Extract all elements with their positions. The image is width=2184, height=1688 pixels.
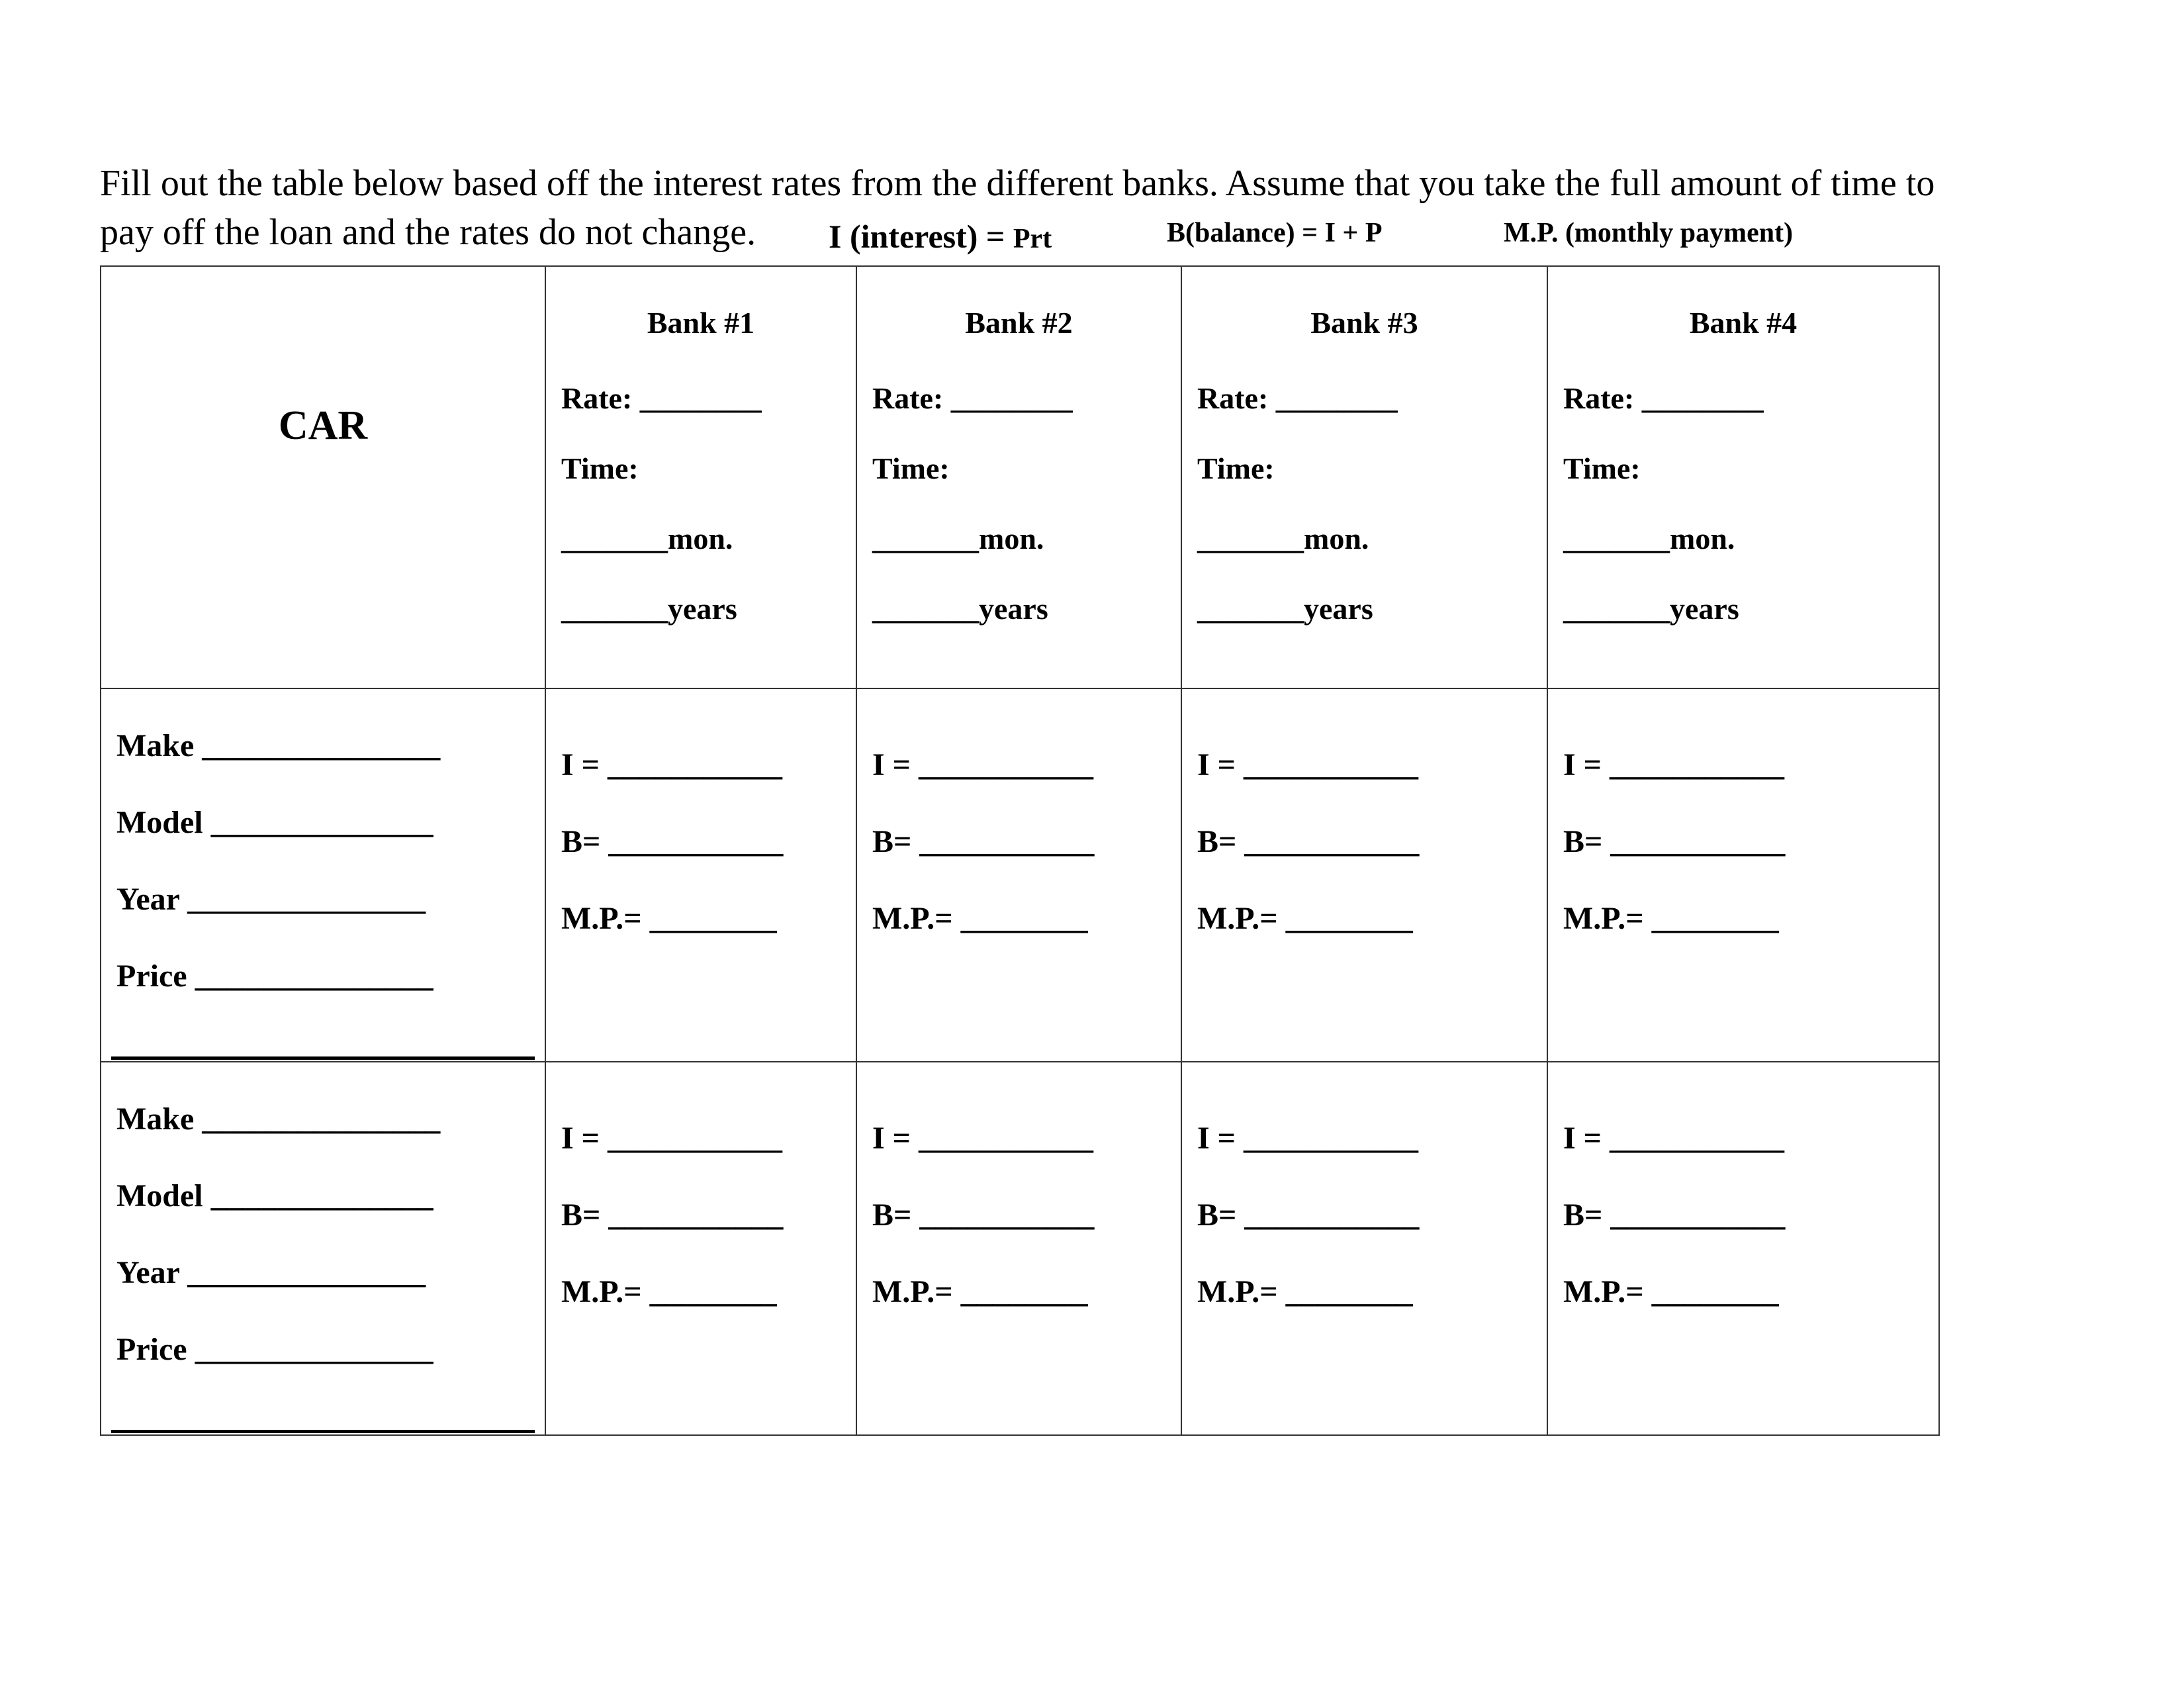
car-2-bank-1-cell [545,1062,856,1435]
car-1-bank-4-cell [1547,688,1939,1062]
bank-3-time-label: Time: [1197,451,1275,485]
car-2-model[interactable]: Model ______________ [116,1178,433,1213]
car-1-bank-3-balance[interactable]: B= ___________ [1197,824,1420,859]
car-1-details [101,688,545,1062]
car-1-bank-1-cell [545,688,856,1062]
car-2-bank-1-monthly[interactable]: M.P.= ________ [561,1274,777,1309]
car-1-price[interactable]: Price _______________ [116,959,433,994]
bank-3-months[interactable]: _______mon. [1197,522,1369,555]
loan-table [100,265,1940,1436]
bank-2-time-label: Time: [872,451,950,485]
bank-1-name: Bank #1 [647,306,755,340]
car-2-price[interactable]: Price _______________ [116,1332,433,1367]
car-2-make[interactable]: Make _______________ [116,1102,441,1137]
car-1-bank-3-monthly[interactable]: M.P.= ________ [1197,901,1413,936]
car-1-model[interactable]: Model ______________ [116,805,433,840]
bank-4-header [1547,266,1939,688]
car-1-bank-4-balance[interactable]: B= ___________ [1563,824,1786,859]
instructions-line-1: Fill out the table below based off the interest rates from the different banks. Assume that you take the full amount of time to [100,163,1935,204]
car-2-bank-3-balance[interactable]: B= ___________ [1197,1197,1420,1233]
bank-4-time-label: Time: [1563,451,1641,485]
car-1-bank-1-balance[interactable]: B= ___________ [561,824,784,859]
car-row-2 [101,1062,1939,1435]
car-1-bank-2-balance[interactable]: B= ___________ [872,824,1095,859]
bank-2-months[interactable]: _______mon. [872,522,1044,555]
car-2-bank-2-cell [856,1062,1181,1435]
car-2-year[interactable]: Year _______________ [116,1255,426,1290]
car-1-bank-4-interest[interactable]: I = ___________ [1563,747,1785,782]
bank-2-header [856,266,1181,688]
car-2-details [101,1062,545,1435]
car-1-bank-3-interest[interactable]: I = ___________ [1197,747,1419,782]
instructions-line-2: pay off the loan and the rates do not change. [100,212,756,253]
bank-1-months[interactable]: _______mon. [561,522,733,555]
balance-formula: B(balance) = I + P [1167,218,1383,248]
bank-4-years[interactable]: _______years [1563,592,1739,626]
bank-2-years[interactable]: _______years [872,592,1048,626]
car-2-bank-2-interest[interactable]: I = ___________ [872,1121,1094,1156]
interest-formula-label: I (interest) = [829,218,1013,255]
bank-3-years[interactable]: _______years [1197,592,1373,626]
bank-1-rate[interactable]: Rate: ________ [561,381,762,415]
header-row [101,266,1939,688]
bank-3-name: Bank #3 [1310,306,1418,340]
bank-4-rate[interactable]: Rate: ________ [1563,381,1764,415]
car-1-bank-4-monthly[interactable]: M.P.= ________ [1563,901,1779,936]
car-2-bank-3-monthly[interactable]: M.P.= ________ [1197,1274,1413,1309]
bank-1-years[interactable]: _______years [561,592,737,626]
bank-2-name: Bank #2 [965,306,1073,340]
car-2-bank-4-cell [1547,1062,1939,1435]
interest-formula-expr: Prt [1013,224,1052,254]
car-2-bank-4-interest[interactable]: I = ___________ [1563,1121,1785,1156]
car-2-bank-2-monthly[interactable]: M.P.= ________ [872,1274,1088,1309]
car-1-make[interactable]: Make _______________ [116,728,441,763]
bank-1-header [545,266,856,688]
bank-3-rate[interactable]: Rate: ________ [1197,381,1398,415]
car-header-cell [101,266,545,688]
car-2-bank-3-cell [1181,1062,1547,1435]
bank-3-header [1181,266,1547,688]
car-2-bank-4-monthly[interactable]: M.P.= ________ [1563,1274,1779,1309]
car-2-bank-1-balance[interactable]: B= ___________ [561,1197,784,1233]
car-1-bank-1-monthly[interactable]: M.P.= ________ [561,901,777,936]
monthly-payment-formula: M.P. (monthly payment) [1504,218,1794,248]
bank-4-months[interactable]: _______mon. [1563,522,1735,555]
interest-formula [829,217,1052,256]
car-2-bank-4-balance[interactable]: B= ___________ [1563,1197,1786,1233]
car-1-bank-1-interest[interactable]: I = ___________ [561,747,783,782]
bank-4-name: Bank #4 [1689,306,1797,340]
car-2-bank-1-interest[interactable]: I = ___________ [561,1121,783,1156]
bank-2-rate[interactable]: Rate: ________ [872,381,1073,415]
car-1-bank-2-cell [856,688,1181,1062]
car-1-year[interactable]: Year _______________ [116,882,426,917]
bank-1-time-label: Time: [561,451,639,485]
car-1-bank-2-monthly[interactable]: M.P.= ________ [872,901,1088,936]
car-2-bank-2-balance[interactable]: B= ___________ [872,1197,1095,1233]
car-2-bank-3-interest[interactable]: I = ___________ [1197,1121,1419,1156]
car-row-1 [101,688,1939,1062]
car-header-label: CAR [278,403,368,448]
car-2-divider [111,1430,535,1433]
car-1-bank-2-interest[interactable]: I = ___________ [872,747,1094,782]
car-1-divider [111,1056,535,1060]
car-1-bank-3-cell [1181,688,1547,1062]
